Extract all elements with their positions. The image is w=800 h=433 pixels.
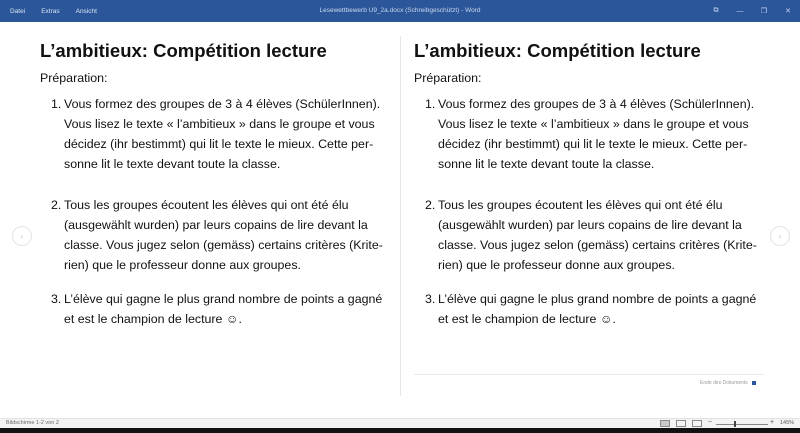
chevron-left-icon: ‹ [20,231,24,241]
page-divider [400,36,401,396]
end-of-document-marker [700,380,756,386]
zoom-out-button[interactable]: − [708,419,713,426]
end-of-document-rule [414,374,764,375]
document-title: L’ambitieux: Compétition lecture [414,40,701,61]
taskbar [0,428,800,433]
list-text: Tous les groupes écoutent les élèves qui ont été élu (ausgewählt wurden) par leurs copains de lire devant la classe. Vous jugez selon (gemäss) certains critères (Krite- rien) que le professeur donne aux groupes. [438,198,757,272]
page-right [414,22,774,418]
menu-extras[interactable]: Extras [41,7,60,15]
list-item [425,94,765,174]
list-number: 3. [425,292,436,306]
minimize-icon[interactable]: — [736,7,744,15]
list-number: 3. [51,292,62,306]
print-layout-icon[interactable] [676,420,686,427]
web-layout-icon[interactable] [692,420,702,427]
zoom-level[interactable]: 145% [780,420,795,426]
end-square-icon [752,381,756,385]
read-mode-icon[interactable] [660,420,670,427]
menu-file[interactable]: Datei [10,7,26,15]
list-number: 1. [425,97,436,111]
window-title: Lesewettbewerb U9_2a.docx (Schreibgeschützt) - Word [319,7,481,14]
list-item [51,94,391,174]
chevron-right-icon: › [778,231,782,241]
end-of-document-label: Ende des Dokuments [700,380,748,386]
list-text: L’élève qui gagne le plus grand nombre de points a gagné et est le champion de lecture ☺. [438,292,757,326]
view-switcher [660,420,708,427]
zoom-in-button[interactable]: + [770,419,775,426]
menu-view[interactable]: Ansicht [75,7,97,15]
reading-view [0,22,800,418]
list-text: Vous formez des groupes de 3 à 4 élèves (SchülerInnen). Vous lisez le texte « l’ambitieux » dans le groupe et vous décidez (ihr bestimmt) qui lit le texte le mieux. Cette per- sonne lit le texte devant toute la classe. [438,97,755,171]
zoom-control [708,420,798,428]
list-text: L’élève qui gagne le plus grand nombre de points a gagné et est le champion de lecture ☺. [64,292,383,326]
title-bar [0,0,800,22]
preparation-heading: Préparation: [414,71,482,85]
document-title: L’ambitieux: Compétition lecture [40,40,327,61]
preparation-heading: Préparation: [40,71,108,85]
list-number: 1. [51,97,62,111]
list-item [51,289,391,329]
list-item [425,195,765,275]
list-item [51,195,391,275]
zoom-slider[interactable] [716,424,768,425]
previous-screen-button[interactable] [12,226,32,246]
list-item [425,289,765,329]
restore-layout-icon[interactable]: ⧉ [713,7,719,14]
status-bar [0,418,800,428]
list-text: Tous les groupes écoutent les élèves qui ont été élu (ausgewählt wurden) par leurs copains de lire devant la classe. Vous jugez selon (gemäss) certains critères (Krite- rien) que le professeur donne aux groupes. [64,198,383,272]
window-controls [704,0,800,22]
page-left [40,22,400,418]
next-screen-button[interactable] [770,226,790,246]
list-text: Vous formez des groupes de 3 à 4 élèves (SchülerInnen). Vous lisez le texte « l’ambitieux » dans le groupe et vous décidez (ihr bestimmt) qui lit le texte le mieux. Cette per- sonne lit le texte devant toute la classe. [64,97,381,171]
page-count: Bildschirme 1-2 von 2 [6,420,59,426]
list-number: 2. [425,198,436,212]
close-icon[interactable]: ✕ [785,8,791,15]
list-number: 2. [51,198,62,212]
maximize-icon[interactable]: ❐ [760,8,768,15]
zoom-slider-thumb[interactable] [734,421,736,427]
